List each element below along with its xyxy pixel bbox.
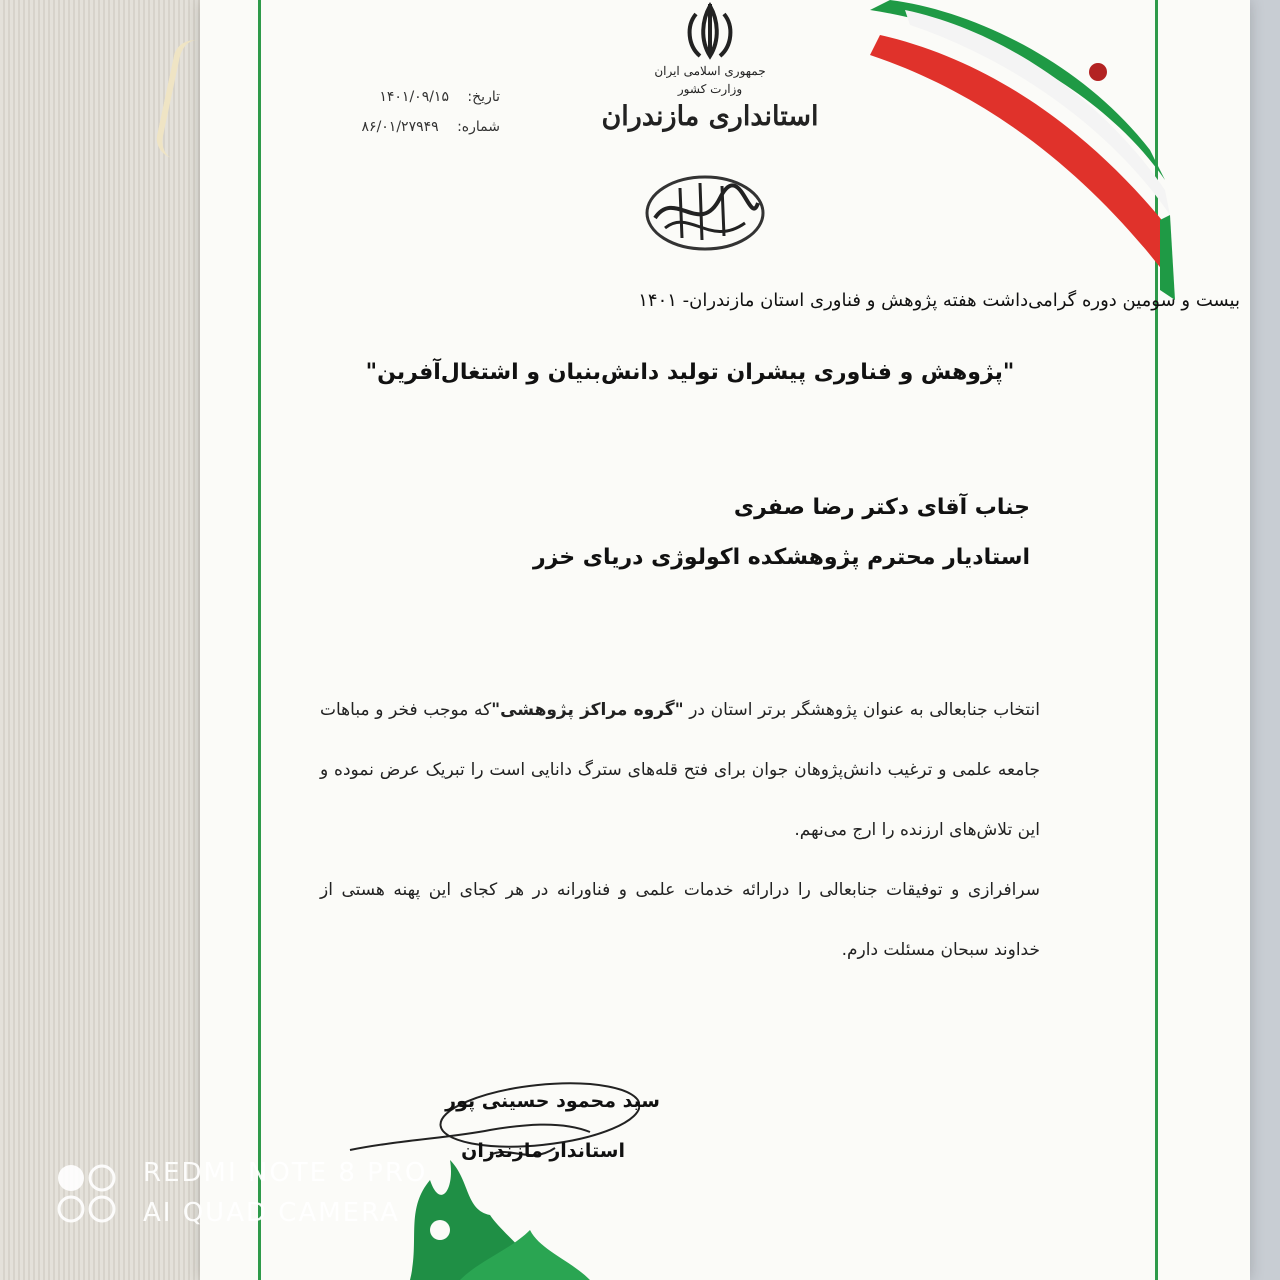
letter-body — [320, 680, 1040, 980]
date-number-block — [340, 82, 500, 142]
body-p1-start: انتخاب جنابعالی به عنوان پژوهشگر برتر استان در — [683, 700, 1040, 720]
governorate-title: استانداری مازندران — [601, 101, 819, 132]
wallpaper-background — [0, 0, 210, 1280]
bismillah-calligraphy-icon — [640, 168, 770, 258]
signer-title: استاندار مازندران — [461, 1140, 625, 1162]
date-value: ۱۴۰۱/۰۹/۱۵ — [379, 89, 449, 105]
left-border-line — [258, 0, 261, 1280]
certificate-page — [200, 0, 1250, 1280]
date-label: تاریخ: — [467, 89, 500, 105]
camera-lens-icon — [55, 1162, 119, 1226]
recipient-name: جناب آقای دکتر رضا صفری — [733, 495, 1030, 520]
number-label: شماره: — [457, 119, 500, 135]
body-paragraph-2: سرافرازی و توفیقات جنابعالی را درارائه خدمات علمی و فناورانه در هر کجای این پهنه هستی از خداوند سبحان مسئلت دارم. — [320, 880, 1040, 960]
iran-flag-ribbon-icon — [830, 0, 1190, 310]
republic-text: جمهوری اسلامی ایران — [654, 64, 766, 78]
number-row — [340, 112, 500, 142]
slogan-heading: "پژوهش و فناوری پیشران تولید دانش‌بنیان و اشتغال‌آفرین" — [365, 360, 1015, 385]
body-p1-end: که موجب فخر و مباهات جامعه علمی و ترغیب دانش‌پژوهان جوان برای فتح قله‌های سترگ دانایی است را تبریک عرض نموده و این تلاش‌های ارزنده را ارج می‌نهم. — [320, 700, 1040, 840]
watermark-line-1: REDMI NOTE 8 PRO — [143, 1158, 428, 1188]
body-paragraph-1 — [320, 680, 1040, 860]
signer-name: سید محمود حسینی پور — [445, 1090, 660, 1112]
body-p1-bold: "گروه مراکز پژوهشی" — [491, 700, 684, 720]
header-block — [600, 62, 820, 136]
iran-emblem-icon — [660, 0, 760, 62]
recipient-position: استادیار محترم پژوهشکده اکولوژی دریای خزر — [532, 545, 1030, 570]
camera-watermark — [55, 1158, 455, 1230]
ministry-text: وزارت کشور — [677, 82, 743, 96]
event-heading: بیست و سومین دوره گرامی‌داشت هفته پژوهش و فناوری استان مازندران- ۱۴۰۱ — [638, 290, 1240, 311]
watermark-line-2: AI QUAD CAMERA — [143, 1198, 400, 1228]
date-row — [340, 82, 500, 112]
number-value: ۸۶/۰۱/۲۷۹۴۹ — [361, 119, 439, 135]
